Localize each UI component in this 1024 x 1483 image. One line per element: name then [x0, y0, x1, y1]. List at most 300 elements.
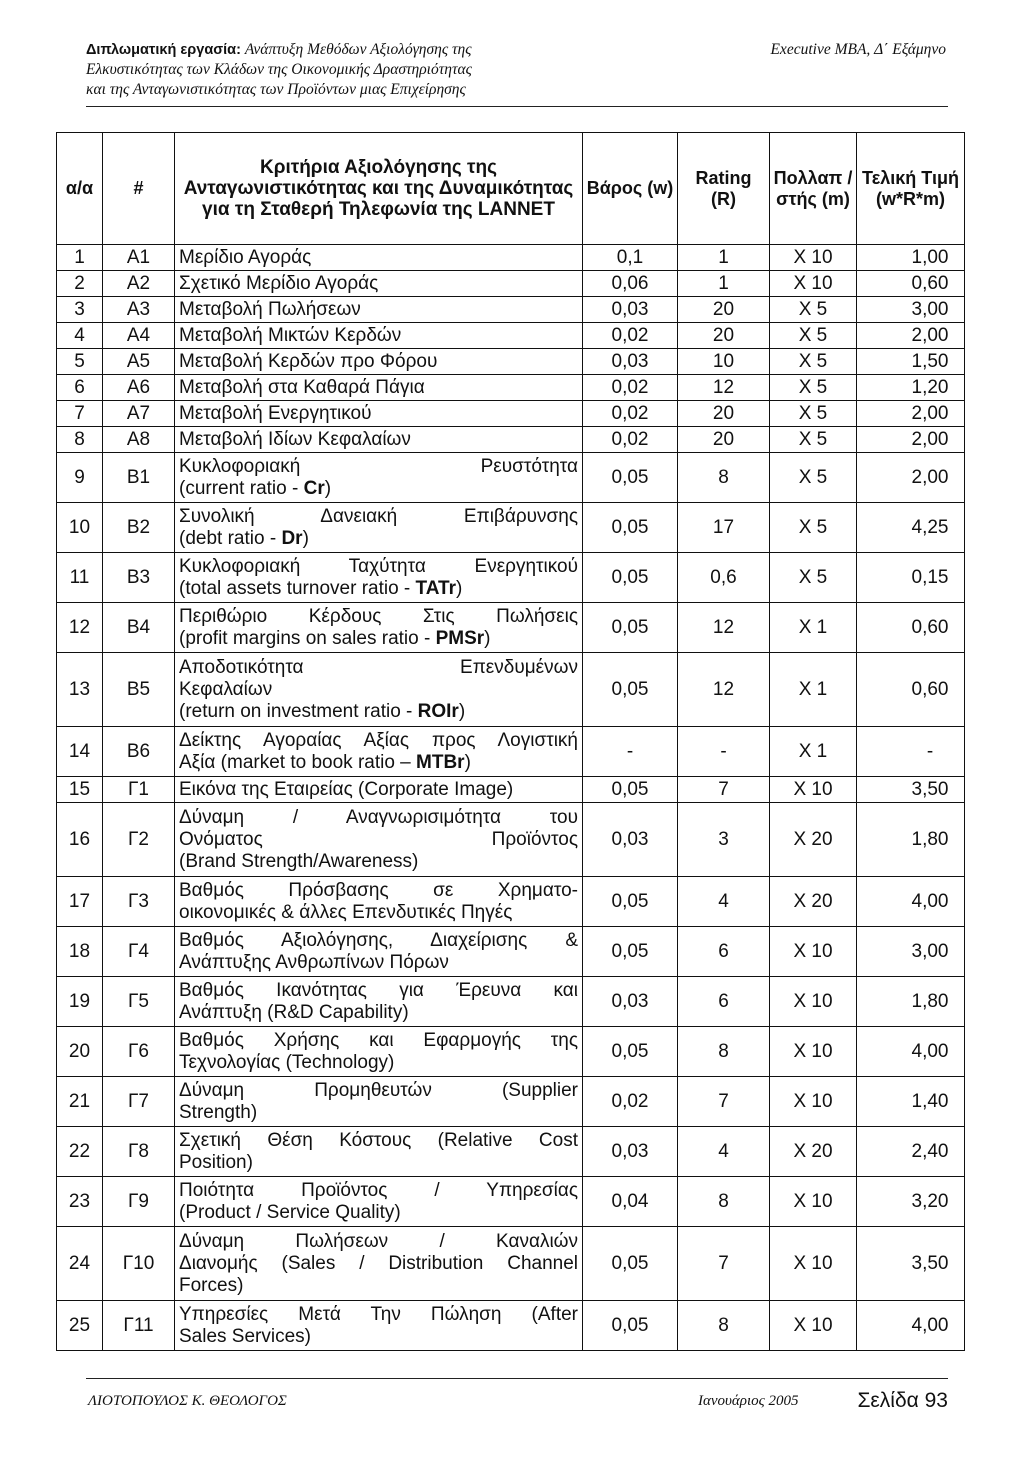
- criterion-tail: ): [324, 477, 332, 499]
- rating-value: 8: [678, 453, 770, 503]
- ratio-abbreviation: ROIr: [417, 700, 459, 722]
- criterion-line: Μεταβολή Ενεργητικού: [179, 402, 372, 424]
- table-row: [57, 553, 965, 603]
- rating-value: 12: [678, 653, 770, 727]
- row-number: 16: [57, 803, 103, 877]
- criterion-line: [179, 752, 578, 774]
- weight-value: 0,02: [583, 1077, 678, 1127]
- criterion-english: Ανάπτυξη (R&D Capability): [179, 1001, 409, 1023]
- weight-value: 0,05: [583, 653, 678, 727]
- total-number: 0,60: [911, 272, 949, 294]
- criterion-text: [175, 401, 583, 427]
- criterion-text: [175, 977, 583, 1027]
- multiplier-value: X 10: [770, 977, 857, 1027]
- criterion-line: Μερίδιο Αγοράς: [179, 246, 312, 268]
- total-value: [857, 503, 965, 553]
- total-value: [857, 977, 965, 1027]
- ratio-abbreviation: TATr: [415, 577, 457, 599]
- table-row: [57, 453, 965, 503]
- ratio-abbreviation: PMSr: [435, 627, 485, 649]
- weight-value: 0,05: [583, 777, 678, 803]
- total-value: [857, 777, 965, 803]
- weight-value: 0,05: [583, 1301, 678, 1351]
- rating-value: 4: [678, 1127, 770, 1177]
- table-row: [57, 1227, 965, 1301]
- rating-value: 8: [678, 1177, 770, 1227]
- row-code: A8: [103, 427, 175, 453]
- row-number: 12: [57, 603, 103, 653]
- weight-value: 0,05: [583, 1027, 678, 1077]
- rating-value: 6: [678, 927, 770, 977]
- row-number: 25: [57, 1301, 103, 1351]
- total-value: [857, 427, 965, 453]
- total-value: [857, 927, 965, 977]
- weight-value: 0,05: [583, 1227, 678, 1301]
- criterion-line: Βαθμός Χρήσης και Εφαρμογής της: [179, 1029, 578, 1051]
- criterion-text: [175, 349, 583, 375]
- row-code: A3: [103, 297, 175, 323]
- criterion-line: Κυκλοφοριακή Ρευστότητα: [179, 455, 578, 477]
- row-code: Γ7: [103, 1077, 175, 1127]
- multiplier-value: X 5: [770, 297, 857, 323]
- criterion-english: Τεχνολογίας (Technology): [179, 1051, 395, 1073]
- header-code: #: [103, 133, 175, 245]
- header-multiplier: Πολλαπ /στής (m): [770, 133, 857, 245]
- row-number: 6: [57, 375, 103, 401]
- row-number: 10: [57, 503, 103, 553]
- criterion-line: Κυκλοφοριακή Ταχύτητα Ενεργητικού: [179, 555, 578, 577]
- row-code: A2: [103, 271, 175, 297]
- criterion-text: [175, 453, 583, 503]
- total-value: [857, 323, 965, 349]
- total-number: 1,80: [911, 990, 949, 1012]
- criterion-tail: ): [458, 700, 466, 722]
- criterion-line: Βαθμός Ικανότητας για Έρευνα και: [179, 979, 578, 1001]
- row-code: B6: [103, 727, 175, 777]
- rating-value: 20: [678, 323, 770, 349]
- criterion-english: οικονομικές & άλλες Επενδυτικές Πηγές: [179, 901, 513, 923]
- criterion-line: Υπηρεσίες Μετά Την Πώληση (After: [179, 1303, 578, 1325]
- header-rating: Rating (R): [678, 133, 770, 245]
- weight-value: 0,05: [583, 553, 678, 603]
- total-number: 0,60: [911, 678, 949, 700]
- criterion-text: [175, 553, 583, 603]
- row-code: A6: [103, 375, 175, 401]
- weight-value: 0,05: [583, 603, 678, 653]
- multiplier-value: X 20: [770, 1127, 857, 1177]
- total-value: [857, 1301, 965, 1351]
- total-number: 2,00: [911, 428, 949, 450]
- title-line-1: [86, 40, 646, 60]
- total-number: 2,00: [911, 466, 949, 488]
- weight-value: 0,03: [583, 803, 678, 877]
- multiplier-value: X 20: [770, 803, 857, 877]
- criterion-tail: ): [302, 527, 309, 549]
- multiplier-value: X 10: [770, 927, 857, 977]
- criterion-text: [175, 271, 583, 297]
- criterion-english: Forces): [179, 1274, 244, 1296]
- criterion-line: [179, 1275, 578, 1297]
- rating-value: 10: [678, 349, 770, 375]
- total-value: [857, 1027, 965, 1077]
- total-number: 2,00: [911, 402, 949, 424]
- criterion-text: [175, 427, 583, 453]
- table-row: [57, 927, 965, 977]
- weight-value: 0,02: [583, 323, 678, 349]
- rating-value: 1: [678, 271, 770, 297]
- multiplier-value: X 5: [770, 553, 857, 603]
- row-code: A5: [103, 349, 175, 375]
- criterion-line: Διανομής (Sales / Distribution Channel: [179, 1252, 578, 1274]
- table-row: [57, 603, 965, 653]
- multiplier-value: X 10: [770, 1301, 857, 1351]
- table-row: [57, 727, 965, 777]
- ratio-abbreviation: Dr: [281, 527, 303, 549]
- criterion-line: [179, 1052, 578, 1074]
- table-row: [57, 877, 965, 927]
- row-number: 3: [57, 297, 103, 323]
- total-number: 1,40: [911, 1090, 949, 1112]
- rating-value: 20: [678, 297, 770, 323]
- criterion-text: [175, 1227, 583, 1301]
- criterion-line: [179, 851, 578, 873]
- criterion-line: [179, 701, 578, 723]
- multiplier-value: X 10: [770, 1077, 857, 1127]
- criterion-line: Μεταβολή Ιδίων Κεφαλαίων: [179, 428, 411, 450]
- table-row: [57, 1027, 965, 1077]
- criterion-english: Sales Services): [179, 1325, 311, 1347]
- total-value: [857, 603, 965, 653]
- footer-author: ΛΙΟΤΟΠΟΥΛΟΣ Κ. ΘΕΟΛΟΓΟΣ: [88, 1393, 287, 1409]
- row-number: 8: [57, 427, 103, 453]
- total-value: [857, 1127, 965, 1177]
- row-number: 5: [57, 349, 103, 375]
- weight-value: -: [583, 727, 678, 777]
- multiplier-value: X 5: [770, 453, 857, 503]
- weight-value: 0,03: [583, 297, 678, 323]
- weight-value: 0,03: [583, 349, 678, 375]
- weight-value: 0,03: [583, 1127, 678, 1177]
- row-number: 7: [57, 401, 103, 427]
- multiplier-value: X 1: [770, 653, 857, 727]
- total-value: [857, 271, 965, 297]
- criterion-text: [175, 727, 583, 777]
- criterion-line: Μεταβολή Κερδών προ Φόρου: [179, 350, 438, 372]
- criterion-line: [179, 628, 578, 650]
- rating-value: 20: [678, 427, 770, 453]
- weight-value: 0,05: [583, 877, 678, 927]
- rating-value: 12: [678, 375, 770, 401]
- rating-value: 7: [678, 1227, 770, 1301]
- criterion-text: [175, 1027, 583, 1077]
- rating-value: 6: [678, 977, 770, 1027]
- criterion-text: [175, 297, 583, 323]
- row-code: B3: [103, 553, 175, 603]
- row-number: 4: [57, 323, 103, 349]
- document-title: [86, 40, 646, 100]
- total-value: [857, 653, 965, 727]
- weight-value: 0,02: [583, 375, 678, 401]
- table-row: [57, 271, 965, 297]
- total-number: 0,60: [911, 616, 949, 638]
- table-row: [57, 1301, 965, 1351]
- row-code: A4: [103, 323, 175, 349]
- table-row: [57, 503, 965, 553]
- criterion-english: (Brand Strength/Awareness): [179, 850, 419, 872]
- total-number: 1,20: [911, 376, 949, 398]
- weight-value: 0,06: [583, 271, 678, 297]
- criterion-text: [175, 375, 583, 401]
- title-line-2: Ελκυστικότητας των Κλάδων της Οικονομικής Δραστηριότητας: [86, 61, 472, 78]
- criterion-line: Βαθμός Πρόσβασης σε Χρηματο-: [179, 879, 578, 901]
- criterion-line: Βαθμός Αξιολόγησης, Διαχείρισης &: [179, 929, 578, 951]
- criterion-line: Μεταβολή Μικτών Κερδών: [179, 324, 402, 346]
- weight-value: 0,03: [583, 977, 678, 1027]
- row-number: 21: [57, 1077, 103, 1127]
- row-code: A7: [103, 401, 175, 427]
- table-row: [57, 1077, 965, 1127]
- page-footer: [86, 1378, 948, 1412]
- total-number: 2,40: [911, 1140, 949, 1162]
- total-number: 1,00: [911, 246, 949, 268]
- criterion-english: (debt ratio -: [179, 527, 282, 549]
- row-code: Γ3: [103, 877, 175, 927]
- page-number: Σελίδα 93: [857, 1389, 948, 1412]
- table-row: [57, 245, 965, 271]
- rating-value: 12: [678, 603, 770, 653]
- table-row: [57, 401, 965, 427]
- row-code: Γ10: [103, 1227, 175, 1301]
- criterion-english: (return on investment ratio -: [179, 700, 418, 722]
- header-criteria: Κριτήρια Αξιολόγησης της Ανταγωνιστικότητας και της Δυναμικότητας για τη Σταθερή Τηλεφωνία της LANNET: [175, 133, 583, 245]
- criterion-tail: ): [464, 751, 471, 773]
- multiplier-value: X 5: [770, 375, 857, 401]
- total-value: [857, 1177, 965, 1227]
- criterion-line: [179, 478, 578, 500]
- multiplier-value: X 5: [770, 401, 857, 427]
- rating-value: 0,6: [678, 553, 770, 603]
- criterion-line: [179, 578, 578, 600]
- rating-value: 8: [678, 1027, 770, 1077]
- criterion-english: Ανάπτυξης Ανθρωπίνων Πόρων: [179, 951, 449, 973]
- total-number: 3,00: [911, 940, 949, 962]
- row-code: Γ5: [103, 977, 175, 1027]
- criterion-line: Μεταβολή στα Καθαρά Πάγια: [179, 376, 425, 398]
- multiplier-value: X 20: [770, 877, 857, 927]
- row-number: 20: [57, 1027, 103, 1077]
- total-number: 3,20: [911, 1190, 949, 1212]
- footer-date: Ιανουάριος 2005: [698, 1393, 799, 1409]
- title-line-3: και της Ανταγωνιστικότητας των Προϊόντων μιας Επιχείρησης: [86, 81, 466, 98]
- criterion-line: Μεταβολή Πωλήσεων: [179, 298, 361, 320]
- total-value: [857, 803, 965, 877]
- criterion-line: Δύναμη Προμηθευτών (Supplier: [179, 1079, 578, 1101]
- row-code: A1: [103, 245, 175, 271]
- header-total: Τελική Τιμή (w*R*m): [857, 133, 965, 245]
- row-code: Γ4: [103, 927, 175, 977]
- weight-value: 0,1: [583, 245, 678, 271]
- rating-value: 4: [678, 877, 770, 927]
- row-number: 24: [57, 1227, 103, 1301]
- criterion-text: [175, 603, 583, 653]
- multiplier-value: X 5: [770, 503, 857, 553]
- total-value: [857, 401, 965, 427]
- multiplier-value: X 1: [770, 603, 857, 653]
- multiplier-value: X 10: [770, 271, 857, 297]
- table-row: [57, 777, 965, 803]
- criterion-line: Ονόματος Προϊόντος: [179, 828, 578, 850]
- criterion-line: [179, 952, 578, 974]
- rating-value: 8: [678, 1301, 770, 1351]
- row-number: 13: [57, 653, 103, 727]
- criterion-text: [175, 653, 583, 727]
- total-value: [857, 1077, 965, 1127]
- total-number: 4,00: [911, 890, 949, 912]
- row-code: Γ2: [103, 803, 175, 877]
- total-number: 3,00: [911, 298, 949, 320]
- row-number: 19: [57, 977, 103, 1027]
- table-row: [57, 1127, 965, 1177]
- criterion-line: [179, 1002, 578, 1024]
- criterion-text: [175, 1301, 583, 1351]
- weight-value: 0,02: [583, 427, 678, 453]
- total-number: 4,00: [911, 1040, 949, 1062]
- page-header: [86, 40, 948, 107]
- row-code: B4: [103, 603, 175, 653]
- criterion-text: [175, 1177, 583, 1227]
- criterion-line: [179, 528, 578, 550]
- rating-value: 3: [678, 803, 770, 877]
- criterion-english: (profit margins on sales ratio -: [179, 627, 436, 649]
- table-row: [57, 1177, 965, 1227]
- criterion-line: Περιθώριο Κέρδους Στις Πωλήσεις: [179, 605, 578, 627]
- criterion-line: Δείκτης Αγοραίας Αξίας προς Λογιστική: [179, 729, 578, 751]
- criterion-text: [175, 1077, 583, 1127]
- total-number: 1,50: [911, 350, 949, 372]
- rating-value: 1: [678, 245, 770, 271]
- table-row: [57, 375, 965, 401]
- total-number: -: [926, 740, 934, 762]
- criterion-english: (total assets turnover ratio -: [179, 577, 416, 599]
- total-number: 4,00: [911, 1314, 949, 1336]
- ratio-abbreviation: Cr: [303, 477, 325, 499]
- multiplier-value: X 5: [770, 427, 857, 453]
- row-number: 15: [57, 777, 103, 803]
- criterion-english: (current ratio -: [179, 477, 304, 499]
- criterion-line: [179, 1326, 578, 1348]
- table-row: [57, 323, 965, 349]
- criterion-line: Κεφαλαίων: [179, 678, 273, 700]
- criterion-text: [175, 877, 583, 927]
- total-value: [857, 727, 965, 777]
- criterion-line: Σχετική Θέση Κόστους (Relative Cost: [179, 1129, 578, 1151]
- row-code: Γ8: [103, 1127, 175, 1177]
- criterion-english: (Product / Service Quality): [179, 1201, 401, 1223]
- weight-value: 0,05: [583, 453, 678, 503]
- total-value: [857, 375, 965, 401]
- total-number: 3,50: [911, 778, 949, 800]
- row-code: Γ11: [103, 1301, 175, 1351]
- multiplier-value: X 10: [770, 1177, 857, 1227]
- criterion-line: Δύναμη / Αναγνωρισιμότητα του: [179, 806, 578, 828]
- table-row: [57, 297, 965, 323]
- header-aa: α/α: [57, 133, 103, 245]
- multiplier-value: X 10: [770, 777, 857, 803]
- table-row: [57, 977, 965, 1027]
- row-code: B5: [103, 653, 175, 727]
- criterion-line: Συνολική Δανειακή Επιβάρυνσης: [179, 505, 578, 527]
- total-value: [857, 453, 965, 503]
- weight-value: 0,05: [583, 503, 678, 553]
- total-value: [857, 877, 965, 927]
- rating-value: 17: [678, 503, 770, 553]
- rating-value: -: [678, 727, 770, 777]
- row-number: 23: [57, 1177, 103, 1227]
- rating-value: 20: [678, 401, 770, 427]
- total-number: 1,80: [911, 828, 949, 850]
- rating-value: 7: [678, 1077, 770, 1127]
- row-number: 11: [57, 553, 103, 603]
- total-value: [857, 553, 965, 603]
- total-value: [857, 349, 965, 375]
- criterion-line: Δύναμη Πωλήσεων / Καναλιών: [179, 1230, 578, 1252]
- row-number: 22: [57, 1127, 103, 1177]
- criterion-english: Position): [179, 1151, 253, 1173]
- weight-value: 0,02: [583, 401, 678, 427]
- total-number: 4,25: [911, 516, 949, 538]
- row-number: 9: [57, 453, 103, 503]
- criterion-text: [175, 1127, 583, 1177]
- multiplier-value: X 10: [770, 245, 857, 271]
- table-row: [57, 803, 965, 877]
- criterion-line: Αποδοτικότητα Επενδυμένων: [179, 656, 578, 678]
- criterion-line: [179, 1202, 578, 1224]
- criterion-line: [179, 1102, 578, 1124]
- multiplier-value: X 5: [770, 349, 857, 375]
- program-label: Executive MBA, Δ΄ Εξάμηνο: [770, 41, 946, 58]
- title-lead: Διπλωματική εργασία:: [86, 42, 241, 58]
- criterion-tail: ): [484, 627, 491, 649]
- weight-value: 0,05: [583, 927, 678, 977]
- criterion-line: [179, 1152, 578, 1174]
- total-value: [857, 245, 965, 271]
- header-weight: Βάρος (w): [583, 133, 678, 245]
- multiplier-value: X 5: [770, 323, 857, 349]
- criterion-line: Ποιότητα Προϊόντος / Υπηρεσίας: [179, 1179, 578, 1201]
- criterion-tail: ): [456, 577, 463, 599]
- total-number: 3,50: [911, 1252, 949, 1274]
- table-row: [57, 653, 965, 727]
- criterion-line: Εικόνα της Εταιρείας (Corporate Image): [179, 778, 514, 800]
- multiplier-value: X 10: [770, 1227, 857, 1301]
- row-code: Γ6: [103, 1027, 175, 1077]
- multiplier-value: X 10: [770, 1027, 857, 1077]
- row-code: Γ1: [103, 777, 175, 803]
- criteria-table: [56, 132, 965, 1351]
- total-number: 2,00: [911, 324, 949, 346]
- multiplier-value: X 1: [770, 727, 857, 777]
- criterion-line: [179, 902, 578, 924]
- title-text-1: Ανάπτυξη Μεθόδων Αξιολόγησης της: [244, 41, 472, 58]
- row-code: B2: [103, 503, 175, 553]
- criterion-text: [175, 245, 583, 271]
- criterion-line: Σχετικό Μερίδιο Αγοράς: [179, 272, 379, 294]
- criterion-text: [175, 777, 583, 803]
- row-code: B1: [103, 453, 175, 503]
- rating-value: 7: [678, 777, 770, 803]
- table-header-row: [57, 133, 965, 245]
- row-code: Γ9: [103, 1177, 175, 1227]
